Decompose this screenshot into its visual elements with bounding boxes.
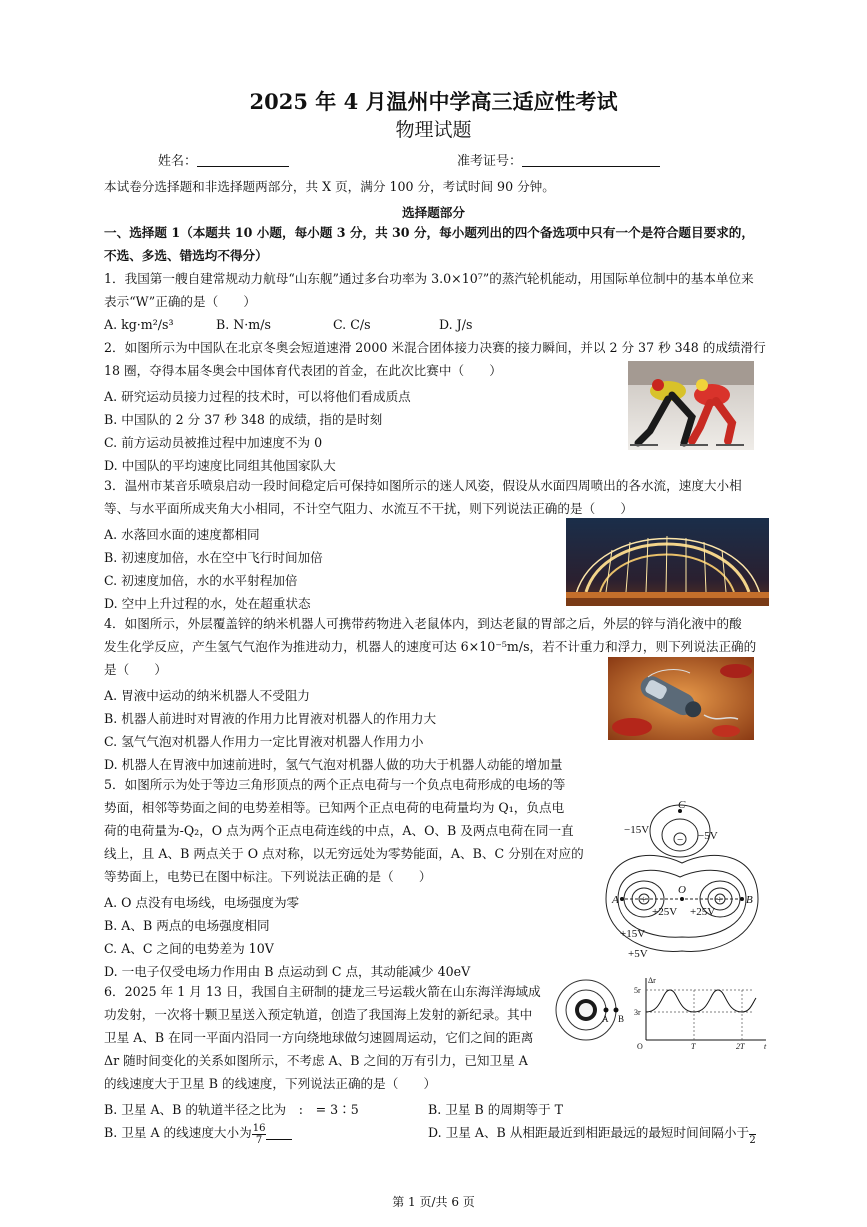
q6-stem-line1: 6．2025 年 1 月 13 日，我国自主研制的捷龙三号运载火箭在山东海洋海域成	[104, 984, 541, 999]
q5-stem-line4: 线上，且 A、B 两点关于 O 点对称，以无穷远处为零势能面，A、B、C 分别在对应的	[104, 846, 584, 861]
q6-option-c-text: B. 卫星 A 的线速度大小为	[104, 1125, 252, 1140]
graph-label-2t: 2T	[736, 1042, 745, 1051]
q3-option-b: B. 初速度加倍，水在空中飞行时间加倍	[104, 550, 323, 565]
label-minus5v: −5V	[698, 830, 718, 842]
equipotential-figure	[594, 791, 770, 963]
label-b: B	[746, 894, 753, 906]
exam-number-blank[interactable]	[522, 152, 660, 167]
graph-label-5r: 5r	[634, 986, 641, 995]
q5-option-d: D. 一电子仅受电场力作用由 B 点运动到 C 点，其动能减少 40eV	[104, 964, 471, 979]
svg-text:−: −	[677, 834, 684, 846]
q4-stem-line2: 发生化学反应，产生氢气气泡作为推进动力，机器人的速度可达 6×10⁻⁵m/s，若不计重力和浮力，则下列说法正确的	[104, 639, 757, 654]
q5-option-b: B. A、B 两点的电场强度相同	[104, 918, 270, 933]
svg-text:+: +	[717, 895, 723, 906]
q4-option-d: D. 机器人在胃液中加速前进时，氢气气泡对机器人做的功大于机器人动能的增加量	[104, 757, 563, 772]
name-label: 姓名：	[158, 154, 198, 169]
q2-option-a: A. 研究运动员接力过程的技术时，可以将他们看成质点	[104, 389, 411, 404]
q6-option-c	[104, 1122, 292, 1146]
q6-option-c-fraction	[252, 1123, 267, 1146]
section-heading-line2: 不选、多选、错选均不得分）	[104, 248, 268, 263]
q3-option-c: C. 初速度加倍，水的水平射程加倍	[104, 573, 298, 588]
label-plus5v: +5V	[628, 948, 648, 960]
page-footer: 第 1 页/共 6 页	[392, 1195, 475, 1209]
q6-option-d-text: D. 卫星 A、B 从相距最近到相距最远的最短时间间隔小于	[428, 1125, 750, 1140]
satellite-orbit-figure	[552, 974, 632, 1046]
name-blank[interactable]	[197, 152, 289, 167]
q4-option-a: A. 胃液中运动的纳米机器人不受阻力	[104, 688, 311, 703]
label-a: A	[612, 894, 619, 906]
exam-number-field[interactable]	[457, 150, 660, 169]
q3-option-d: D. 空中上升过程的水，处在超重状态	[104, 596, 311, 611]
q6-option-c-denominator: 7	[255, 1135, 263, 1146]
name-field[interactable]	[158, 150, 289, 169]
q2-option-b: B. 中国队的 2 分 37 秒 348 的成绩，指的是时刻	[104, 412, 383, 427]
q4-option-c: C. 氢气气泡对机器人作用力一定比胃液对机器人作用力小	[104, 734, 424, 749]
q3-stem-line2: 等、与水平面所成夹角大小相同，不计空气阻力、水流互不干扰，则下列说法正确的是（ ）	[104, 501, 633, 516]
section-title: 选择题部分	[402, 205, 465, 220]
svg-text:+: +	[641, 895, 647, 906]
q6-stem-line2: 功发射，一次将十颗卫星送入预定轨道，创造了我国海上发射的新纪录。其中	[104, 1007, 533, 1022]
label-c: C	[678, 799, 686, 811]
orbit-label-a: A	[602, 1014, 609, 1024]
q1-option-a: A. kg·m²/s³	[104, 317, 174, 332]
label-plus15v: +15V	[620, 928, 646, 940]
exam-title: 2025 年 4 月温州中学高三适应性考试	[249, 89, 618, 114]
q1-stem-line1: 1．我国第一艘自建常规动力航母“山东舰”通过多台功率为 3.0×10⁷”的蒸汽轮机能动，用国际单位制中的基本单位来	[104, 271, 754, 286]
graph-label-3r: 3r	[634, 1008, 641, 1017]
q3-stem-line1: 3．温州市某音乐喷泉启动一段时间稳定后可保持如图所示的迷人风姿，假设从水面四周喷出的各水流，速度大小相	[104, 478, 742, 493]
q6-option-b: B. 卫星 B 的周期等于 T	[428, 1102, 564, 1117]
graph-label-o: O	[637, 1042, 643, 1051]
q6-option-d-numerator	[749, 1125, 756, 1135]
q4-option-b: B. 机器人前进时对胃液的作用力比胃液对机器人的作用力大	[104, 711, 437, 726]
q6-stem-line4: Δr 随时间变化的关系如图所示，不考虑 A、B 之间的万有引力，已知卫星 A	[104, 1053, 528, 1068]
distance-time-graph	[632, 974, 770, 1054]
q2-stem-line2: 18 圈，夺得本届冬奥会中国体育代表团的首金，在此次比赛中（ ）	[104, 363, 502, 378]
exam-number-label: 准考证号：	[457, 154, 523, 169]
q3-option-a: A. 水落回水面的速度都相同	[104, 527, 260, 542]
q1-option-c: C. C/s	[333, 317, 371, 332]
graph-label-t: T	[691, 1042, 696, 1051]
q6-option-d-denominator: 2	[749, 1135, 756, 1146]
q5-option-a: A. O 点没有电场线，电场强度为零	[104, 895, 300, 910]
q6-option-d	[428, 1122, 756, 1146]
label-minus15v: −15V	[624, 824, 650, 836]
q2-option-d: D. 中国队的平均速度比同组其他国家队大	[104, 458, 336, 473]
q5-stem-line2: 势面，相邻等势面之间的电势差相等。已知两个正点电荷的电荷量均为 Q₁，负点电	[104, 800, 565, 815]
fountain-photo	[566, 518, 769, 606]
exam-subtitle: 物理试题	[395, 119, 472, 141]
q6-option-c-blank	[266, 1127, 292, 1140]
q4-stem-line3: 是（ ）	[104, 662, 167, 677]
section-heading-line1: 一、选择题 1（本题共 10 小题，每小题 3 分，共 30 分，每小题列出的四个备选项中只有一个是符合题目要求的，	[104, 225, 754, 240]
q6-option-d-fraction	[749, 1125, 756, 1146]
orbit-label-b: B	[618, 1014, 625, 1024]
q5-stem-line3: 荷的电荷量为-Q₂，O 点为两个正点电荷连线的中点，A、O、B 及两点电荷在同一直	[104, 823, 574, 838]
graph-label-dr: Δr	[648, 976, 656, 985]
label-plus25v-right: +25V	[690, 906, 716, 918]
q6-option-a: B. 卫星 A、B 的轨道半径之比为 : = 3∶5	[104, 1102, 359, 1117]
q4-stem-line1: 4．如图所示，外层覆盖锌的纳米机器人可携带药物进入老鼠体内，到达老鼠的胃部之后，外层的锌与消化液中的酸	[104, 616, 742, 631]
q5-stem-line1: 5．如图所示为处于等边三角形顶点的两个正点电荷与一个负点电荷形成的电场的等	[104, 777, 566, 792]
intro-text: 本试卷分选择题和非选择题两部分，共 X 页，满分 100 分，考试时间 90 分钟。	[104, 179, 555, 194]
nanorobot-photo	[608, 657, 754, 740]
q6-stem-line5: 的线速度大于卫星 B 的线速度，下列说法正确的是（ ）	[104, 1076, 437, 1091]
speed-skating-photo	[628, 361, 754, 450]
q6-stem-line3: 卫星 A、B 在同一平面内沿同一方向绕地球做匀速圆周运动，它们之间的距离	[104, 1030, 534, 1045]
q1-option-b: B. N·m/s	[216, 317, 271, 332]
q1-stem-line2: 表示“W”正确的是（ ）	[104, 294, 256, 309]
q1-option-d: D. J/s	[439, 317, 473, 332]
label-plus25v-left: +25V	[652, 906, 678, 918]
label-o: O	[678, 884, 686, 896]
q5-stem-line5: 等势面上，电势已在图中标注。下列说法正确的是（ ）	[104, 869, 432, 884]
q5-option-c: C. A、C 之间的电势差为 10V	[104, 941, 274, 956]
q2-stem-line1: 2．如图所示为中国队在北京冬奥会短道速滑 2000 米混合团体接力决赛的接力瞬间，并以 2 分 37 秒 348 的成绩滑行	[104, 340, 766, 355]
graph-label-time-axis: t	[764, 1042, 767, 1051]
q2-option-c: C. 前方运动员被推过程中加速度不为 0	[104, 435, 323, 450]
q6-option-c-numerator: 16	[252, 1123, 266, 1134]
